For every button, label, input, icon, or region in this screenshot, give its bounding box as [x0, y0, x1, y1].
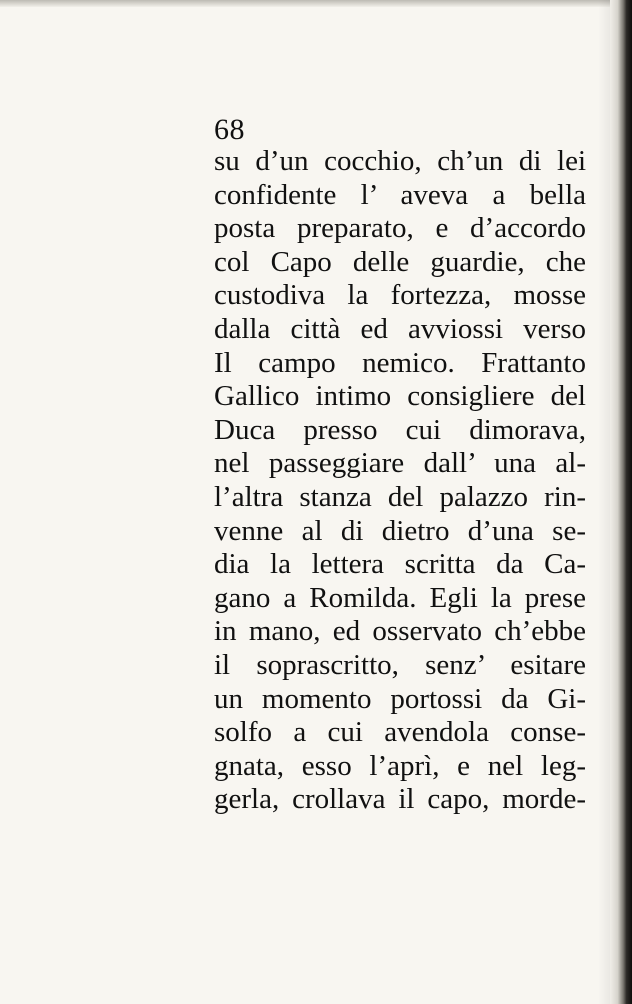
page-right-edge: [610, 0, 632, 1004]
text-line: confidente l’ aveva a bella: [214, 178, 586, 211]
body-text: [214, 145, 586, 817]
text-line: in mano, ed osservato ch’ebbe: [214, 615, 586, 648]
text-line: custodiva la fortezza, mosse: [214, 279, 586, 312]
text-line: Il campo nemico. Frattanto: [214, 346, 586, 379]
text-line: un momento portossi da Gi-: [214, 682, 586, 715]
text-line: gano a Romilda. Egli la prese: [214, 581, 586, 614]
text-line: posta preparato, e d’accordo: [214, 212, 586, 245]
text-line: dalla città ed avviossi verso: [214, 312, 586, 345]
page-top-edge: [0, 0, 632, 7]
text-line: il soprascritto, senz’ esitare: [214, 648, 586, 681]
text-line: Gallico intimo consigliere del: [214, 380, 586, 413]
page-number: 68: [214, 113, 245, 146]
text-line: nel passeggiare dall’ una al-: [214, 447, 586, 480]
text-line: gerla, crollava il capo, morde-: [214, 783, 586, 816]
text-line: su d’un cocchio, ch’un di lei: [214, 145, 586, 177]
text-line: dia la lettera scritta da Ca-: [214, 548, 586, 581]
text-line: Duca presso cui dimorava,: [214, 413, 586, 446]
text-line: col Capo delle guardie, che: [214, 245, 586, 278]
text-line: solfo a cui avendola conse-: [214, 716, 586, 749]
text-line: venne al di dietro d’una se-: [214, 514, 586, 547]
text-line: l’altra stanza del palazzo rin-: [214, 480, 586, 513]
page-binding-shadow: [598, 0, 610, 1004]
text-line: gnata, esso l’aprì, e nel leg-: [214, 749, 586, 782]
